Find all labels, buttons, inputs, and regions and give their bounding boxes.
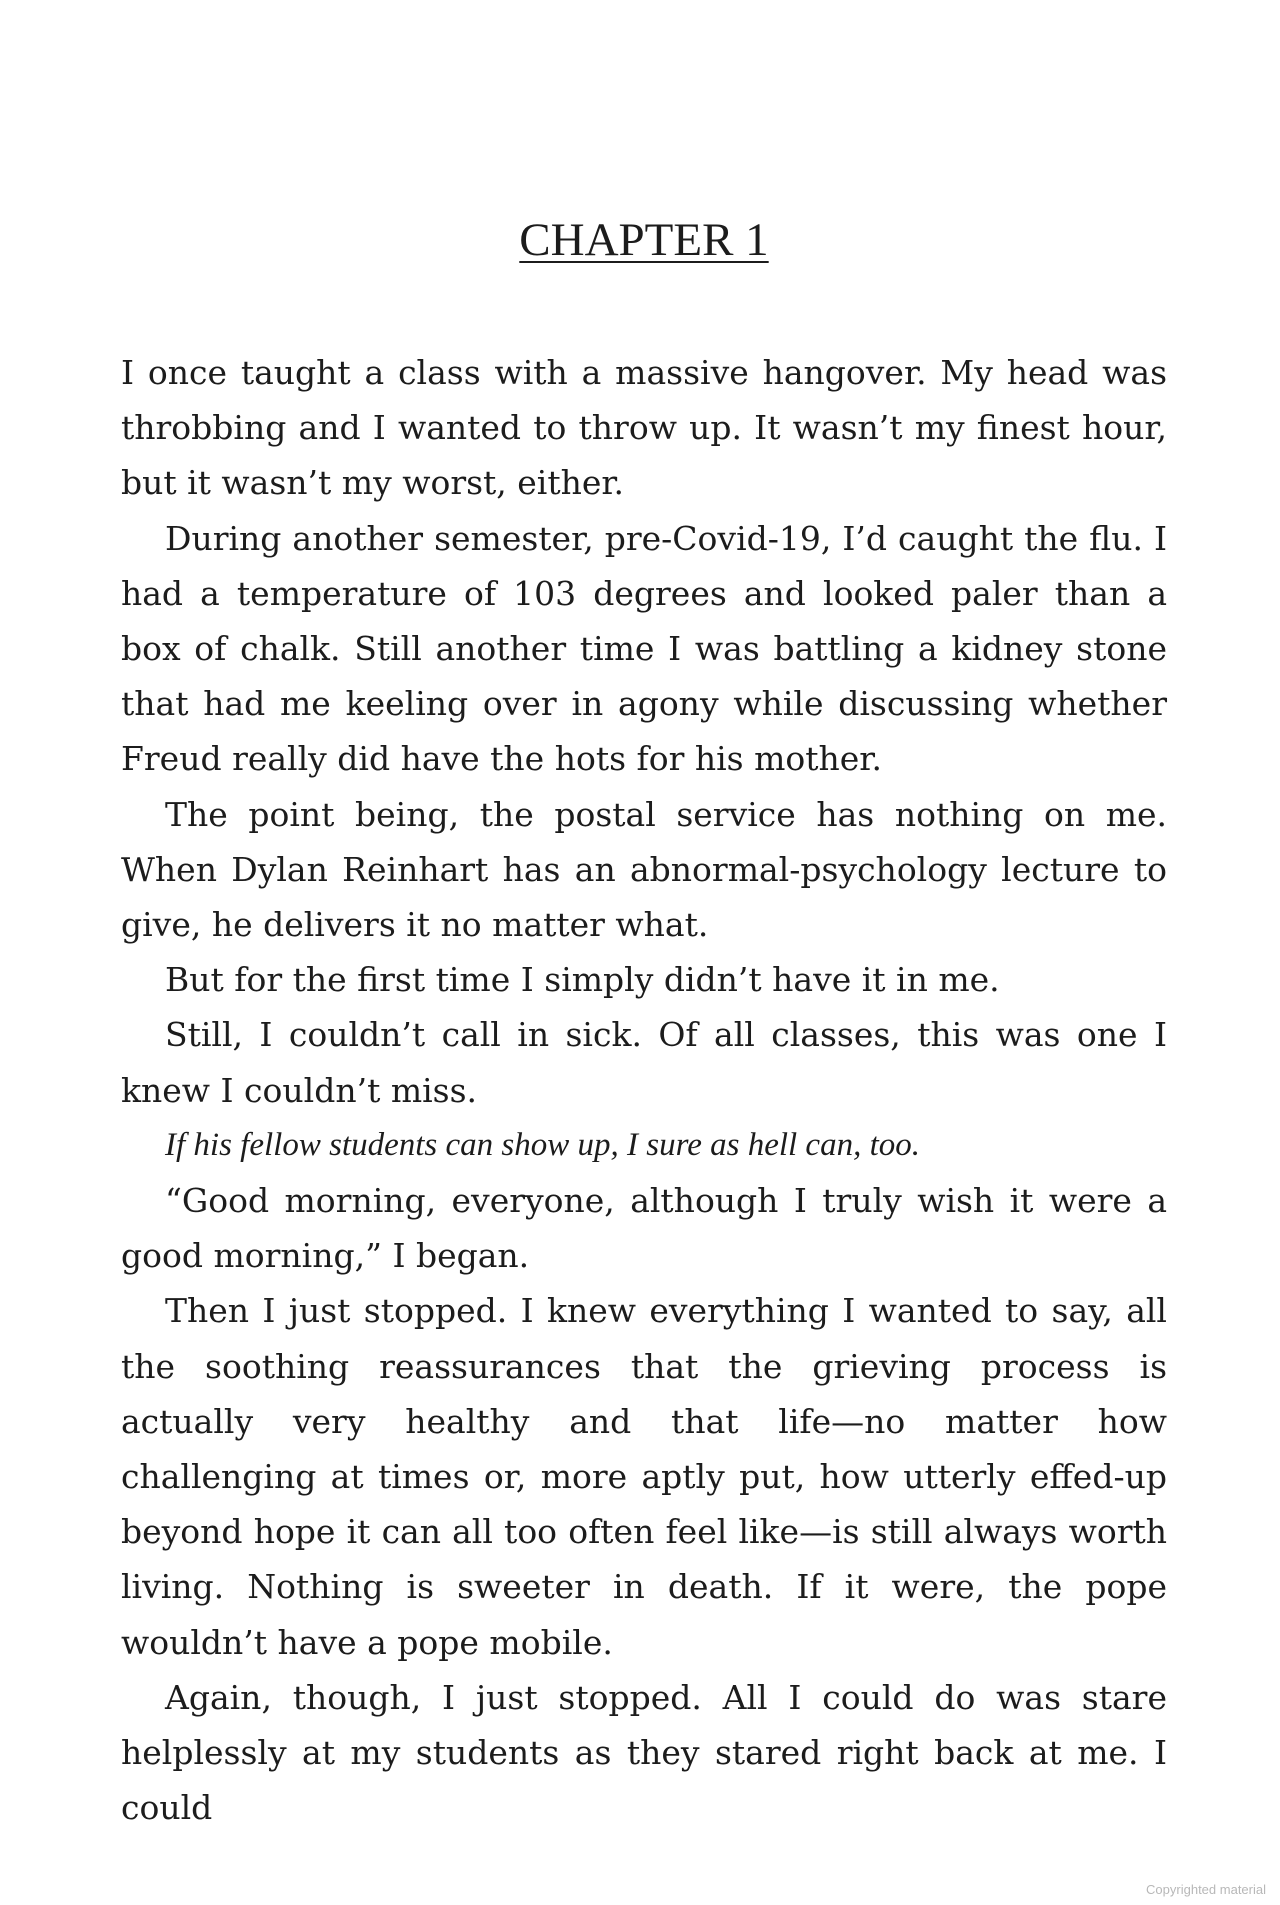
- copyright-notice: Copyrighted material: [1146, 1882, 1266, 1897]
- paragraph: But for the first time I simply didn’t have it in me.: [165, 960, 1000, 1000]
- chapter-title: CHAPTER 1: [519, 214, 769, 266]
- paragraph: Then I just stopped. I knew everything I wanted to say, all the soothing reassurances that the grieving process is actually very healthy and that life—no matter how challenging at times or, more aptly put, how utterly effed-up beyond hope it can all too often feel like—is still always worth living. Nothing is sweeter in death. If it were, the pope wouldn’t have a pope mobile.: [121, 1291, 1167, 1662]
- chapter-body: [121, 345, 1167, 1835]
- italic-thought: If his fellow students can show up, I sure as hell can, too.: [165, 1126, 920, 1163]
- paragraph: “Good morning, everyone, although I truly wish it were a good morning,” I began.: [121, 1181, 1167, 1276]
- paragraph: During another semester, pre-Covid-19, I’d caught the flu. I had a temperature of 103 degrees and looked paler than a box of chalk. Still another time I was battling a kidney stone that had me keeling over in agony while discussing whether Freud really did have the hots for his mother.: [121, 518, 1167, 779]
- paragraph: I once taught a class with a massive hangover. My head was throbbing and I wanted to throw up. It wasn’t my finest hour, but it wasn’t my worst, either.: [121, 353, 1167, 503]
- paragraph: The point being, the postal service has nothing on me. When Dylan Reinhart has an abnormal-psychology lecture to give, he delivers it no matter what.: [121, 794, 1167, 945]
- paragraph: Again, though, I just stopped. All I could do was stare helplessly at my students as they stared right back at me. I could: [121, 1677, 1167, 1828]
- paragraph: Still, I couldn’t call in sick. Of all classes, this was one I knew I couldn’t miss.: [121, 1015, 1167, 1110]
